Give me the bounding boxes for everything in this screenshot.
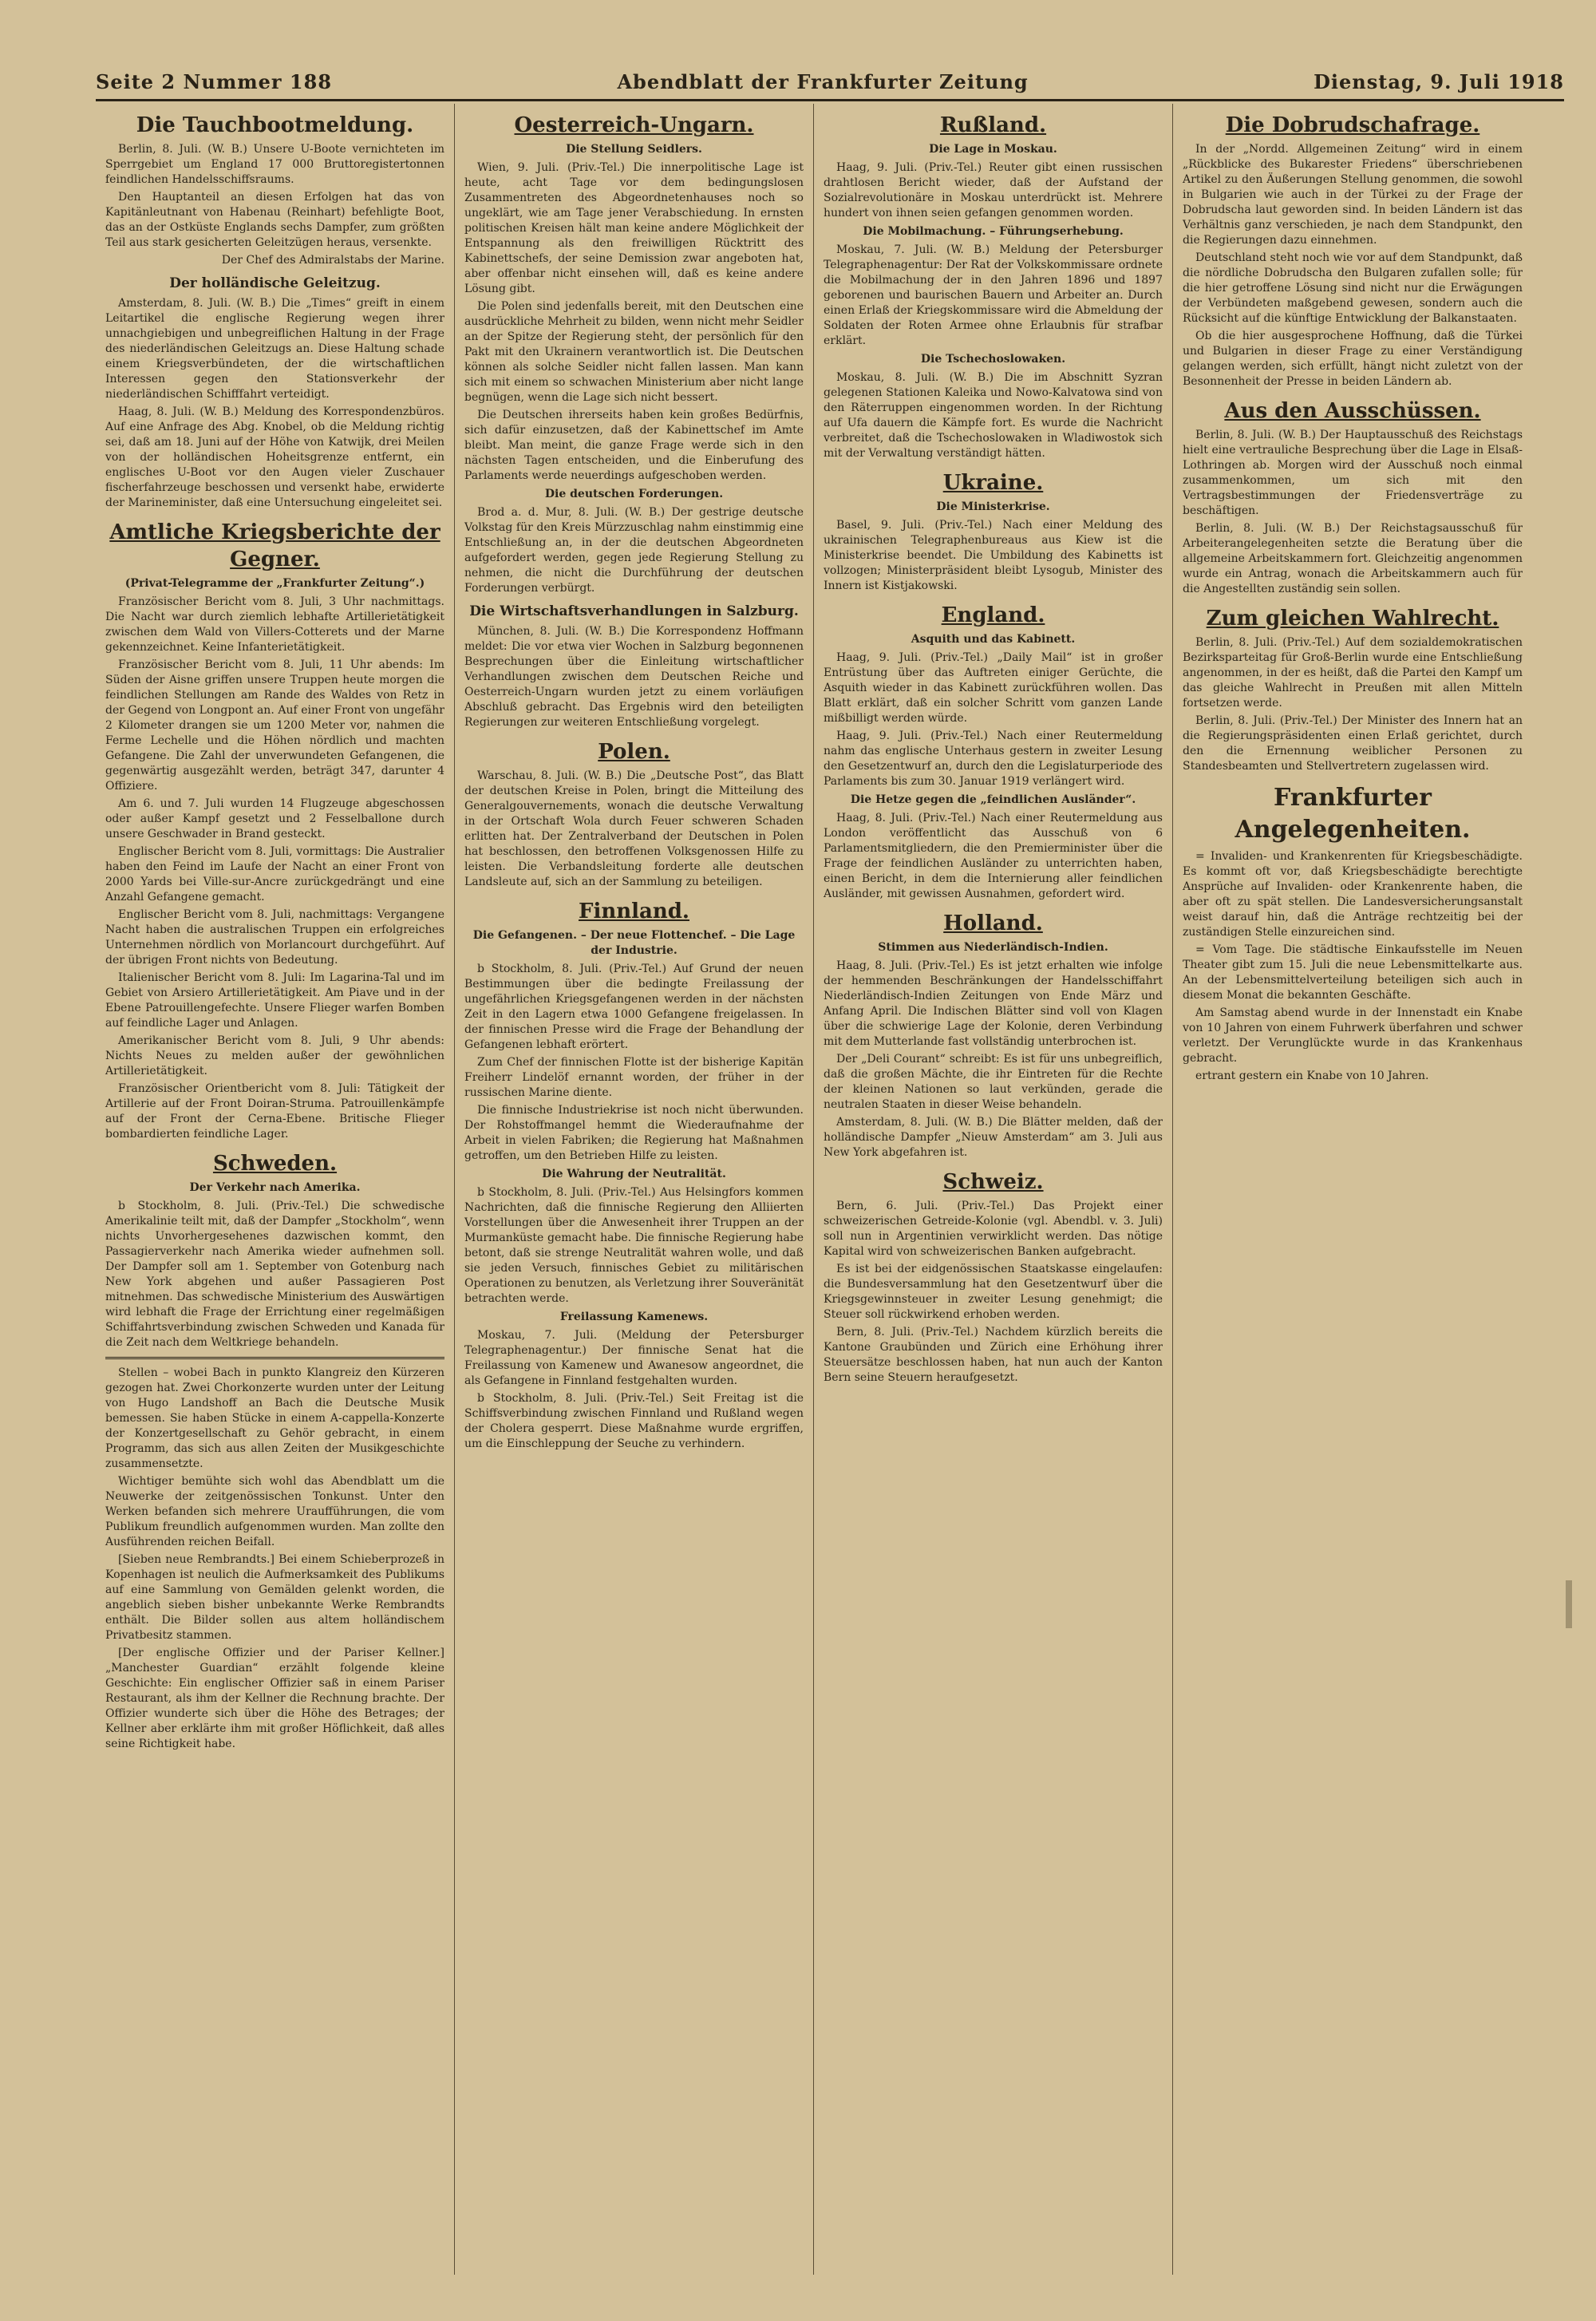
article-paragraph: Berlin, 8. Juli. (W. B.) Unsere U-Boote vernichteten im Sperrgebiet um England 17 000 Bruttoregistertonnen feindlichen Handelsschiffsraums.: [105, 143, 444, 186]
article-paragraph: b Stockholm, 8. Juli. (Priv.-Tel.) Die schwedische Amerikalinie teilt mit, daß der Dampfer „Stockholm“, wenn nichts Unvorhergesehenes dazwischen kommt, den Passagierverkehr nach Amerika wieder aufnehmen soll. Der Dampfer soll am 1. September von Gotenburg nach New York abgehen und außer Passagieren Post mitnehmen. Das schwedische Ministerium des Auswärtigen wird lebhaft die Frage der Errichtung einer regelmäßigen Schiffahrtsverbindung zwischen Schweden und Kanada für die Zeit nach dem Weltkriege behandeln.: [105, 1200, 444, 1349]
feuilleton-paragraph: [Der englische Offizier und der Pariser Kellner.] „Manchester Guardian“ erzählt folgende kleine Geschichte: Ein englischer Offizier saß in einem Pariser Restaurant, als ihm der Kellner die Rechnung brachte. Der Offizier wunderte sich über die Höhe des Betrages; der Kellner aber erklärte ihm mit großer Höflichkeit, daß alles seine Richtigkeit habe.: [105, 1647, 444, 1750]
article-paragraph: Wien, 9. Juli. (Priv.-Tel.) Die innerpolitische Lage ist heute, acht Tage vor dem bedingungslosen Zusammentreten des Abgeordnetenhauses noch so ungeklärt, wie am Tage jener Verabschiedung. In ernsten politischen Kreisen hält man keine andere Möglichkeit der Entspannung als den freiwilligen Rücktritt des Kabinettschefs, der seine Demission zwar angeboten hat, aber offenbar nicht einsehen will, daß es keine andere Lösung gibt.: [464, 161, 804, 295]
article-paragraph: Die Deutschen ihrerseits haben kein großes Bedürfnis, sich dafür einzusetzen, daß der Kabinettschef im Amte bleibt. Man meint, die ganze Frage werde sich in den nächsten Tagen entscheiden, und die Einberufung des Parlaments werde neuerdings aufgeschoben werden.: [464, 409, 804, 482]
article-paragraph: Zum Chef der finnischen Flotte ist der bisherige Kapitän Freiherr Lindelöf ernannt worden, der früher in der russischen Marine diente.: [464, 1056, 804, 1099]
heading-dobrudscha: Die Dobrudschafrage.: [1225, 113, 1480, 137]
article-paragraph: Berlin, 8. Juli. (W. B.) Der Hauptausschuß des Reichstags hielt eine vertrauliche Besprechung über die Lage in Elsaß-Lothringen ab. Morgen wird der Ausschuß noch einmal zusammenkommen, um sich mit den Vertragsbestimmungen der Friedensverträge zu beschäftigen.: [1183, 429, 1523, 517]
page-number: Seite 2 Nummer 188: [96, 69, 333, 93]
article-paragraph: Moskau, 8. Juli. (W. B.) Die im Abschnitt Syzran gelegenen Stationen Kaleika und Nowo-Kalvatowa sind von den Räterruppen eingenommen worden. In der Richtung auf Ufa dauern die Kämpfe fort. Es wurde die Nachricht verbreitet, daß die Tschechoslowaken in Wladiwostok sich mit der Verwaltung verständigt hätten.: [824, 371, 1163, 460]
subheading-forderungen: Die deutschen Forderungen.: [544, 488, 724, 500]
heading-schweden: Schweden.: [212, 1152, 338, 1176]
article-paragraph: Amsterdam, 8. Juli. (W. B.) Die Blätter melden, daß der holländische Dampfer „Nieuw Amsterdam“ am 3. Juli aus New York abgefahren ist.: [824, 1116, 1163, 1159]
article-paragraph: b Stockholm, 8. Juli. (Priv.-Tel.) Auf Grund der neuen Bestimmungen über die bedingte Freilassung der ungefährlichen Kriegsgefangenen werden in der nächsten Zeit in den Lagern etwa 1000 Gefangene freigelassen. In der finnischen Presse wird die Frage der Behandlung der Gefangenen lebhaft erörtert.: [464, 963, 804, 1051]
article-paragraph: Warschau, 8. Juli. (W. B.) Die „Deutsche Post“, das Blatt der deutschen Kreise in Polen, bringt die Mitteilung des Generalgouvernements, wonach die deutsche Verwaltung in der Ortschaft Wola durch Feuer schweren Schaden erlitten hat. Der Zentralverband der Deutschen in Polen hat beschlossen, den betroffenen Volksgenossen Hilfe zu leisten. Die Verbandsleitung forderte alle deutschen Landsleute auf, sich an der Sammlung zu beteiligen.: [464, 769, 804, 888]
heading-england: England.: [941, 603, 1045, 627]
article-paragraph: München, 8. Juli. (W. B.) Die Korrespondenz Hoffmann meldet: Die vor etwa vier Wochen in Salzburg begonnenen Besprechungen über die Einleitung wirtschaftlicher Verhandlungen zwischen dem Deutschen Reiche und Oesterreich-Ungarn wurden jetzt zu einem vorläufigen Abschluß gebracht. Das Ergebnis wird den beteiligten Regierungen zur weiteren Entschließung vorgelegt.: [464, 625, 804, 729]
article-paragraph: b Stockholm, 8. Juli. (Priv.-Tel.) Aus Helsingfors kommen Nachrichten, daß die finnische Regierung den Alliierten Vorstellungen über die Anwesenheit ihrer Truppen an der Murmanküste gemacht habe. Die finnische Regierung habe betont, daß sie strenge Neutralität wahren wolle, und daß sie jeden Versuch, finnisches Gebiet zu militärischen Operationen zu benutzen, als Verletzung ihrer Souveränität betrachten werde.: [464, 1186, 804, 1305]
article-paragraph: Haag, 8. Juli. (W. B.) Meldung des Korrespondenzbüros. Auf eine Anfrage des Abg. Knobel, ob die Meldung richtig sei, daß am 18. Juni auf der Höhe von Katwijk, drei Meilen von der holländischen Hoheitsgrenze entfernt, ein englisches U-Boot vor den Augen vieler Zuschauer fischerfahrzeuge beschossen und versenkt habe, erwiderte der Marineminister, daß eine Untersuchung eingeleitet sei.: [105, 405, 444, 509]
article-paragraph: Der „Deli Courant“ schreibt: Es ist für uns unbegreiflich, daß die großen Mächte, die ihr Eintreten für die Rechte der kleinen Nationen so laut verkünden, gerade die neutralen Staaten in dieser Weise behandeln.: [824, 1053, 1163, 1111]
subheading-seidler: Die Stellung Seidlers.: [566, 143, 702, 156]
column-2: [455, 104, 814, 2275]
article-paragraph: Ob die hier ausgesprochene Hoffnung, daß die Türkei und Bulgarien in dieser Frage zu einer Verständigung gelangen werden, sich erfüllt, hängt nicht zuletzt von der Besonnenheit der Presse in beiden Ländern ab.: [1183, 330, 1523, 388]
subheading-moskau: Die Lage in Moskau.: [929, 143, 1057, 156]
article-signature: Der Chef des Admiralstabs der Marine.: [221, 254, 444, 267]
article-paragraph: Italienischer Bericht vom 8. Juli: Im Lagarina-Tal und im Gebiet von Arsiero Artillerietätigkeit. Am Piave und in der Ebene Patrouillengefechte. Unsere Flieger warfen Bomben auf feindliche Lager und Anlagen.: [105, 971, 444, 1030]
heading-frankfurt: Frankfurter Angelegenheiten.: [1235, 784, 1471, 844]
subheading-finnland: Die Gefangenen. – Der neue Flottenchef. – Die Lage der Industrie.: [472, 929, 796, 957]
article-paragraph: ertrant gestern ein Knabe von 10 Jahren.: [1195, 1070, 1429, 1082]
heading-geleitzug: Der holländische Geleitzug.: [169, 275, 381, 291]
article-paragraph: Französischer Bericht vom 8. Juli, 3 Uhr nachmittags. Die Nacht war durch ziemlich lebhafte Artillerietätigkeit zwischen dem Wald von Villers-Cotterets und der Marne gekennzeichnet. Keine Infanterietätigkeit.: [105, 595, 444, 654]
article-paragraph: = Invaliden- und Krankenrenten für Kriegsbeschädigte. Es kommt oft vor, daß Kriegsbeschädigte berechtigte Ansprüche auf Invaliden- oder Krankenrente haben, die aber oft zu spät stellen. Die Landesversicherungsanstalt weist darauf hin, daß die Anträge rechtzeitig bei der zuständigen Stelle einzureichen sind.: [1183, 850, 1523, 939]
article-paragraph: Es ist bei der eidgenössischen Staatskasse eingelaufen: die Bundesversammlung hat den Gesetzentwurf über die Kriegsgewinnsteuer in zweiter Lesung genehmigt; die Steuer soll rückwirkend erhoben werden.: [824, 1263, 1163, 1321]
article-paragraph: Französischer Bericht vom 8. Juli, 11 Uhr abends: Im Süden der Aisne griffen unsere Truppen heute morgen die feindlichen Stellungen am Rande des Waldes von Retz in der Gegend von Longpont an. Auf einer Front von ungefähr 2 Kilometer drangen sie um 1200 Meter vor, nahmen die Ferme Lechelle und die Höhen nördlich und machten Gefangene. Die Zahl der unverwundeten Gefangenen, die gegenwärtig ausgezählt werden, beträgt 347, darunter 4 Offiziere.: [105, 658, 444, 793]
feuilleton-paragraph: [Sieben neue Rembrandts.] Bei einem Schieberprozeß in Kopenhagen ist neulich die Aufmerksamkeit des Publikums auf eine Sammlung von Gemälden gelenkt worden, die angeblich sieben bisher unbekannte Werke Rembrandts enthält. Die Bilder sollen aus altem holländischem Privatbesitz stammen.: [105, 1553, 444, 1642]
subheading-ministerkrise: Die Ministerkrise.: [936, 500, 1050, 513]
feuilleton-paragraph: Wichtiger bemühte sich wohl das Abendblatt um die Neuwerke der zeitgenössischen Tonkunst. Unter den Werken befanden sich mehrere Uraufführungen, die vom Publikum freundlich aufgenommen wurden. Man zollte den Ausführenden reichen Beifall.: [105, 1475, 444, 1548]
heading-wahlrecht: Zum gleichen Wahlrecht.: [1206, 607, 1499, 631]
article-paragraph: Englischer Bericht vom 8. Juli, nachmittags: Vergangene Nacht haben die australischen Truppen ein erfolgreiches Unternehmen nördlich von Morlancourt durchgeführt. Auf der übrigen Front nichts von Bedeutung.: [105, 908, 444, 967]
issue-date: Dienstag, 9. Juli 1918: [1314, 69, 1564, 93]
article-paragraph: Haag, 8. Juli. (Priv.-Tel.) Nach einer Reutermeldung aus London veröffentlicht das Ausschuß von 6 Parlamentsmitgliedern, die den Premierminister über die Frage der feindlichen Ausländer zu unterrichten haben, einen Bericht, in dem die Internierung aller feindlichen Ausländer, mit gewissen Ausnahmen, gefordert wird.: [824, 812, 1163, 900]
article-paragraph: Amsterdam, 8. Juli. (W. B.) Die „Times“ greift in einem Leitartikel die englische Regierung wegen ihrer unnachgiebigen und unbegreiflichen Haltung in der Frage des niederländischen Geleitzugs an. Diese Haltung schade einem Kriegsverbündeten, der die wirtschaftlichen Interessen gegen den Stationsverkehr der niederländischen Schifffahrt verteidigt.: [105, 297, 444, 401]
article-paragraph: b Stockholm, 8. Juli. (Priv.-Tel.) Seit Freitag ist die Schiffsverbindung zwischen Finnland und Rußland wegen der Cholera gesperrt. Diese Maßnahme wurde ergriffen, um die Einschleppung der Seuche zu verhindern.: [464, 1392, 804, 1450]
heading-ausschuessen: Aus den Ausschüssen.: [1224, 399, 1481, 423]
article-paragraph: Basel, 9. Juli. (Priv.-Tel.) Nach einer Meldung des ukrainischen Telegraphenbureaus aus Kiew ist die Ministerkrise beendet. Die Umbildung des Kabinetts ist vollzogen; Ministerpräsident bleibt Lysogub, Minister des Innern ist Kistjakowski.: [824, 519, 1163, 592]
heading-ukraine: Ukraine.: [942, 471, 1044, 495]
columns: [96, 104, 1564, 2275]
heading-tauchboot: Die Tauchbootmeldung.: [136, 113, 414, 137]
column-4: [1173, 104, 1532, 2275]
column-3: [814, 104, 1173, 2275]
subheading-asquith: Asquith und das Kabinett.: [911, 633, 1076, 646]
subheading-kriegsberichte: (Privat-Telegramme der „Frankfurter Zeitung“.): [124, 577, 425, 590]
article-paragraph: Bern, 8. Juli. (Priv.-Tel.) Nachdem kürzlich bereits die Kantone Graubünden und Zürich eine Erhöhung ihrer Steuersätze beschlossen haben, hat nun auch der Kanton Bern seine Steuern heraufgesetzt.: [824, 1326, 1163, 1384]
article-paragraph: Am Samstag abend wurde in der Innenstadt ein Knabe von 10 Jahren von einem Fuhrwerk überfahren und schwer verletzt. Der Verunglückte wurde in das Krankenhaus gebracht.: [1183, 1006, 1523, 1065]
margin-mark: [1566, 1580, 1572, 1628]
article-paragraph: Die Polen sind jedenfalls bereit, mit den Deutschen eine ausdrückliche Mehrheit zu bilden, wenn nicht mehr Seidler an der Spitze der Regierung steht, der persönlich für den Pakt mit den Ukrainern verantwortlich ist. Die Deutschen können als solche Seidler nicht fallen lassen. Man kann sich mit einem so schwachen Ministerium aber nicht lange begnügen, wenn die Lage sich nicht bessert.: [464, 300, 804, 404]
article-paragraph: Berlin, 8. Juli. (Priv.-Tel.) Auf dem sozialdemokratischen Bezirksparteitag für Groß-Berlin wurde eine Entschließung angenommen, in der es heißt, daß die Partei den Kampf um das gleiche Wahlrecht in Preußen mit allen Mitteln fortsetzen werde.: [1183, 636, 1523, 710]
article-paragraph: Bern, 6. Juli. (Priv.-Tel.) Das Projekt einer schweizerischen Getreide-Kolonie (vgl. Abendbl. v. 3. Juli) soll nun in Argentinien verwirklicht werden. Das nötige Kapital wird von schweizerischen Banken aufgebracht.: [824, 1200, 1163, 1258]
article-paragraph: Französischer Orientbericht vom 8. Juli: Tätigkeit der Artillerie auf der Front Doiran-Struma. Patrouillenkämpfe auf der Front der Cerna-Ebene. Britische Flieger bombardierten feindliche Lager.: [105, 1082, 444, 1141]
heading-wirtschaft: Die Wirtschaftsverhandlungen in Salzburg.: [469, 603, 799, 619]
article-paragraph: Deutschland steht noch wie vor auf dem Standpunkt, daß die nördliche Dobrudscha den Bulgaren zufallen solle; für die hier getroffene Lösung sind nicht nur die Erwägungen der Verbündeten maßgebend gewesen, sondern auch die Rücksicht auf die künftige Entwicklung der Balkanstaaten.: [1183, 251, 1523, 325]
column-1: [96, 104, 455, 2275]
article-paragraph: Die finnische Industriekrise ist noch nicht überwunden. Der Rohstoffmangel hemmt die Wiederaufnahme der Arbeit in vielen Fabriken; die Regierung hat Maßnahmen getroffen, um den Betrieben Hilfe zu leisten.: [464, 1104, 804, 1162]
subheading-mobilmachung: Die Mobilmachung. – Führungserhebung.: [863, 225, 1124, 238]
heading-kriegsberichte: Amtliche Kriegsberichte der Gegner.: [109, 520, 440, 571]
heading-holland: Holland.: [943, 911, 1043, 935]
article-paragraph: Moskau, 7. Juli. (W. B.) Meldung der Petersburger Telegraphenagentur: Der Rat der Volkskommissare ordnete die Mobilmachung der in den Jahren 1896 und 1897 geborenen und baurischen Bauern und Arbeiter an. Durch einen Erlaß der Kriegskommissare wird die Abmeldung der Soldaten der Roten Armee ohne Erlaubnis für strafbar erklärt.: [824, 243, 1163, 347]
subheading-neutralitaet: Die Wahrung der Neutralität.: [542, 1168, 726, 1180]
article-paragraph: Den Hauptanteil an diesen Erfolgen hat das von Kapitänleutnant von Habenau (Reinhart) befehligte Boot, das an der Ostküste Englands sechs Dampfer, zum größten Teil aus stark gesicherten Geleitzügen heraus, versenkte.: [105, 191, 444, 249]
heading-oesterreich: Oesterreich-Ungarn.: [514, 113, 754, 137]
article-paragraph: Am 6. und 7. Juli wurden 14 Flugzeuge abgeschossen oder außer Kampf gesetzt und 2 Fesselballone durch unsere Geschwader in Brand gesteckt.: [105, 797, 444, 840]
article-paragraph: Moskau, 7. Juli. (Meldung der Petersburger Telegraphenagentur.) Der finnische Senat hat die Freilassung von Kamenew und Awanesow angeordnet, die als Gefangene in Finnland festgehalten wurden.: [464, 1329, 804, 1387]
subheading-indien: Stimmen aus Niederländisch-Indien.: [878, 941, 1108, 954]
subheading-hetze: Die Hetze gegen die „feindlichen Ausländer“.: [850, 793, 1136, 806]
feuilleton-divider: [105, 1357, 444, 1359]
article-paragraph: Haag, 9. Juli. (Priv.-Tel.) Nach einer Reutermeldung nahm das englische Unterhaus gestern in zweiter Lesung den Gesetzentwurf an, durch den die Legislaturperiode des Parlaments bis zum 30. Januar 1919 verlängert wird.: [824, 730, 1163, 788]
article-paragraph: Haag, 9. Juli. (Priv.-Tel.) „Daily Mail“ ist in großer Entrüstung über das Auftreten einiger Gerüchte, die Asquith wieder in das Kabinett zurückführen wollen. Das Blatt erklärt, daß ein solcher Schritt vom ganzen Lande mißbilligt werden würde.: [824, 651, 1163, 725]
subheading-kamenew: Freilassung Kamenews.: [559, 1311, 709, 1323]
heading-polen: Polen.: [598, 740, 670, 764]
article-paragraph: Berlin, 8. Juli. (Priv.-Tel.) Der Minister des Innern hat an die Regierungspräsidenten einen Erlaß gerichtet, durch den die Ernennung weiblicher Personen zu Standesbeamten und Stellvertretern zugelassen wird.: [1183, 714, 1523, 773]
feuilleton-paragraph: Stellen – wobei Bach in punkto Klangreiz den Kürzeren gezogen hat. Zwei Chorkonzerte wurden unter der Leitung von Hugo Landshoff an Bach die Deutsche Musik bemessen. Sie haben Stücke in einem A-cappella-Konzerte der Konzertgesellschaft zu Gehör gebracht, in einem Programm, das sich aus allen Zeiten der Musikgeschichte zusammensetzte.: [105, 1366, 444, 1470]
article-paragraph: Amerikanischer Bericht vom 8. Juli, 9 Uhr abends: Nichts Neues zu melden außer der gewöhnlichen Artillerietätigkeit.: [105, 1034, 444, 1077]
article-paragraph: Brod a. d. Mur, 8. Juli. (W. B.) Der gestrige deutsche Volkstag für den Kreis Mürzzuschlag nahm einstimmig eine Entschließung an, in der die deutschen Abgeordneten aufgefordert werden, gegen jede Regierung Stellung zu nehmen, die nicht die Durchführung der deutschen Forderungen verbürgt.: [464, 506, 804, 595]
heading-russland: Rußland.: [939, 113, 1047, 137]
article-paragraph: Haag, 9. Juli. (Priv.-Tel.) Reuter gibt einen russischen drahtlosen Bericht wieder, daß der Aufstand der Sozialrevolutionäre in Moskau unterdrückt ist. Mehrere hundert von ihnen seien gefangen genommen worden.: [824, 161, 1163, 219]
page-header: [96, 64, 1564, 101]
article-paragraph: Englischer Bericht vom 8. Juli, vormittags: Die Australier haben den Feind im Laufe der Nacht an einer Front von 2000 Yards bei Ville-sur-Ancre zurückgedrängt und eine Anzahl Gefangene gemacht.: [105, 845, 444, 903]
article-paragraph: Berlin, 8. Juli. (W. B.) Der Reichstagsausschuß für Arbeiterangelegenheiten setzte die Beratung über die allgemeine Arbeitskammern fort. Gleichzeitig angenommen wurde ein Antrag, wonach die Arbeitskammern auch für die Angestellten zuständig sein sollen.: [1183, 522, 1523, 595]
masthead: Abendblatt der Frankfurter Zeitung: [617, 69, 1029, 93]
heading-finnland: Finnland.: [578, 900, 689, 923]
subheading-tschecho: Die Tschechoslowaken.: [920, 353, 1066, 366]
article-paragraph: = Vom Tage. Die städtische Einkaufsstelle im Neuen Theater gibt zum 15. Juli die neue Lebensmittelkarte aus. An der Lebensmittelverteilung beteiligen sich auch in diesem Monat die bekannten Geschäfte.: [1183, 943, 1523, 1002]
subheading-verkehr: Der Verkehr nach Amerika.: [189, 1181, 361, 1194]
article-paragraph: In der „Nordd. Allgemeinen Zeitung“ wird in einem „Rückblicke des Bukarester Friedens“ überschriebenen Artikel zu den Äußerungen Stellung genommen, die sowohl in Bulgarien wie auch in der Türkei zu der Frage der Dobrudscha laut geworden sind. In beiden Ländern ist das Verhältnis ganz verschieden, je nach dem Standpunkt, den die Regierungen dazu einnehmen.: [1183, 143, 1523, 247]
article-paragraph: Haag, 8. Juli. (Priv.-Tel.) Es ist jetzt erhalten wie infolge der hemmenden Beschränkungen der Handelsschiffahrt Niederländisch-Indien Zeitungen von Ende März und Anfang April. Die Indischen Blätter sind voll von Klagen über die schwierige Lage der Kolonie, deren Verbindung mit dem Mutterlande fast vollständig unterbrochen ist.: [824, 959, 1163, 1048]
heading-schweiz: Schweiz.: [942, 1170, 1044, 1194]
